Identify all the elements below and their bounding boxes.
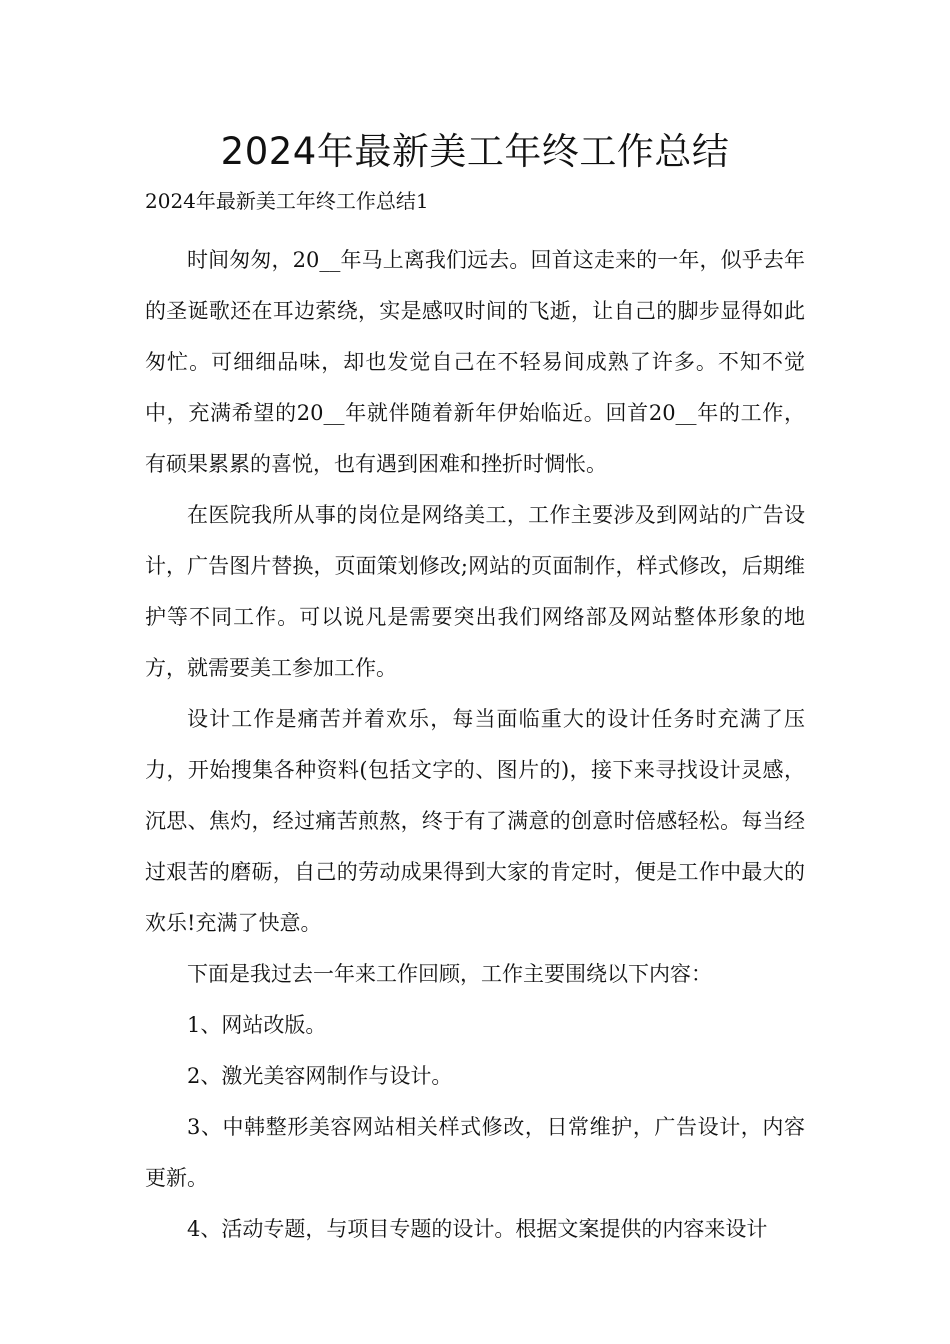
paragraph: 下面是我过去一年来工作回顾，工作主要围绕以下内容：: [187, 962, 712, 986]
document-body: [145, 235, 805, 1255]
paragraph: 在医院我所从事的岗位是网络美工，工作主要涉及到网站的广告设计，广告图片替换，页面策划修改;网站的页面制作，样式修改，后期维护等不同工作。可以说凡是需要突出我们网络部及网站整体形象的地方，就需要美工参加工作。: [145, 503, 805, 680]
document-title: 2024年最新美工年终工作总结: [220, 130, 730, 173]
list-item: 2、激光美容网制作与设计。: [187, 1064, 453, 1088]
list-item: 1、网站改版。: [187, 1013, 327, 1037]
paragraph: 设计工作是痛苦并着欢乐，每当面临重大的设计任务时充满了压力，开始搜集各种资料(包括文字的、图片的)，接下来寻找设计灵感，沉思、焦灼，经过痛苦煎熬，终于有了满意的创意时倍感轻松。每当经过艰苦的磨砺，自己的劳动成果得到大家的肯定时，便是工作中最大的欢乐!充满了快意。: [145, 707, 805, 935]
list-item: 3、中韩整形美容网站相关样式修改，日常维护，广告设计，内容更新。: [145, 1115, 805, 1190]
list-item: 4、活动专题，与项目专题的设计。根据文案提供的内容来设计: [187, 1217, 768, 1241]
paragraph: 时间匆匆，20__年马上离我们远去。回首这走来的一年，似乎去年的圣诞歌还在耳边萦绕，实是感叹时间的飞逝，让自己的脚步显得如此匆忙。可细细品味，却也发觉自己在不轻易间成熟了许多。不知不觉中，充满希望的20__年就伴随着新年伊始临近。回首20__年的工作，有硕果累累的喜悦，也有遇到困难和挫折时惆怅。: [145, 248, 805, 476]
document-subtitle: 2024年最新美工年终工作总结1: [145, 189, 429, 213]
